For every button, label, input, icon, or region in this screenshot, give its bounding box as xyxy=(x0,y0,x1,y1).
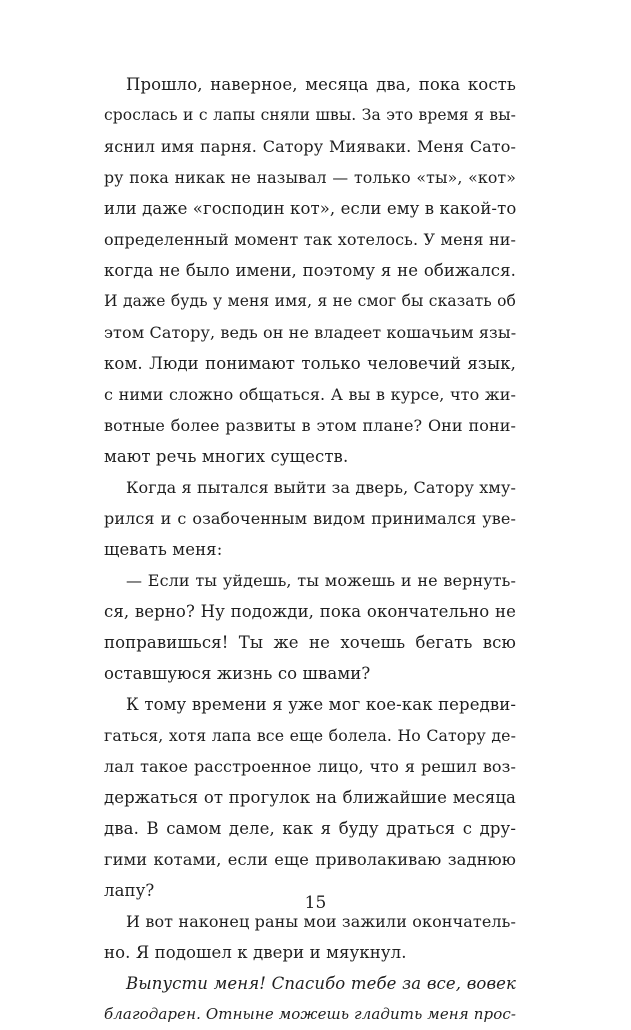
text-line: два. В самом деле, как я буду драться с дру- xyxy=(104,819,516,838)
text-line: К тому времени я уже мог кое-как передви- xyxy=(126,695,516,714)
text-line: Выпусти меня! Спасибо тебе за все, вовек xyxy=(126,974,516,993)
text-line: Когда я пытался выйти за дверь, Сатору хму- xyxy=(126,478,516,497)
text-line: но. Я подошел к двери и мяукнул. xyxy=(104,943,407,962)
text-line: мают речь многих существ. xyxy=(104,447,349,466)
text-line: когда не было имени, поэтому я не обижался. xyxy=(104,261,516,280)
text-line: Прошло, наверное, месяца два, пока кость xyxy=(126,75,516,94)
text-line: ся, верно? Ну подожди, пока окончательно не xyxy=(104,602,516,621)
text-line: — Если ты уйдешь, ты можешь и не вернуть- xyxy=(126,571,516,590)
text-line: И вот наконец раны мои зажили окончатель- xyxy=(126,912,516,931)
text-line: лапу? xyxy=(104,881,155,900)
text-line: этом Сатору, ведь он не владеет кошачьим язы- xyxy=(104,323,517,342)
text-line: благодарен. Отныне можешь гладить меня прос- xyxy=(104,1005,516,1023)
body-text xyxy=(104,69,516,1030)
text-line: вотные более развиты в этом плане? Они пони- xyxy=(104,416,516,435)
text-line: с ними сложно общаться. А вы в курсе, что жи- xyxy=(104,385,516,404)
text-line: лал такое расстроенное лицо, что я решил воз- xyxy=(104,757,516,776)
text-line: гаться, хотя лапа все еще болела. Но Сатору де- xyxy=(104,726,516,745)
text-line: И даже будь у меня имя, я не смог бы сказать об xyxy=(104,292,516,310)
text-line: ком. Люди понимают только человечий язык, xyxy=(104,354,516,373)
text-line: определенный момент так хотелось. У меня ни- xyxy=(104,230,516,249)
text-line: или даже «господин кот», если ему в какой-то xyxy=(104,199,517,218)
text-line: рился и с озабоченным видом принимался уве- xyxy=(104,509,516,528)
text-line: держаться от прогулок на ближайшие месяца xyxy=(104,788,516,807)
text-line: щевать меня: xyxy=(104,540,223,559)
text-line: ру пока никак не называл — только «ты», «кот» xyxy=(104,168,516,187)
text-line: яснил имя парня. Сатору Мияваки. Меня Сато- xyxy=(104,137,516,156)
text-line: поправишься! Ты же не хочешь бегать всю xyxy=(104,633,516,652)
page-number: 15 xyxy=(304,893,327,913)
text-line: срослась и с лапы сняли швы. За это время я вы- xyxy=(104,106,516,124)
text-line: гими котами, если еще приволакиваю заднюю xyxy=(104,850,516,869)
text-line: оставшуюся жизнь со швами? xyxy=(104,664,371,683)
